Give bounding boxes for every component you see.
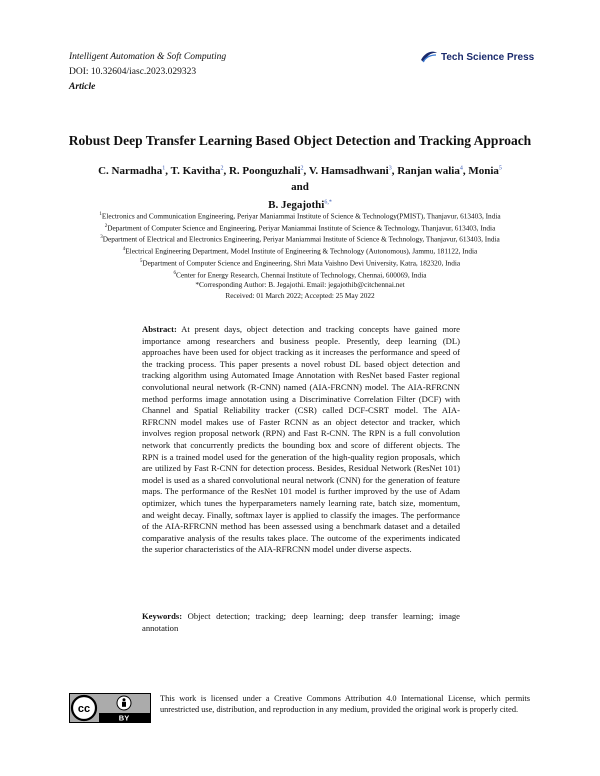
publisher-name: Tech Science Press: [441, 51, 535, 63]
author: R. Poonguzhali$^2$,: [228, 164, 309, 177]
doi: DOI: 10.32604/iasc.2023.029323: [69, 67, 197, 77]
by-badge-text: BY: [118, 713, 130, 723]
abstract-label: Abstract:: [142, 324, 177, 334]
affiliation-line: $^3$Department of Electrical and Electronics Engineering, Periyar Maniammai Institute of Science & Technology, Thanjavur, 613403, India: [100, 234, 500, 244]
corresponding-author: *Corresponding Author: B. Jegajothi. Email: jegajothib@citchennai.net: [195, 280, 405, 290]
author: Ranjan walia$^4$,: [397, 164, 469, 177]
author: T. Kavitha$^2$,: [170, 164, 229, 177]
publisher-logo: [420, 50, 534, 64]
affiliation-line: $^6$Center for Energy Research, Chennai Institute of Technology, Chennai, 600069, India: [173, 270, 427, 280]
license-text: This work is licensed under a Creative Commons Attribution 4.0 International License, which permits unrestricted use, distribution, and reproduction in any medium, provided the original work is properly cited.: [160, 694, 530, 714]
abstract: [142, 324, 460, 556]
cc-badge-text: cc: [77, 703, 91, 715]
author: C. Narmadha$^1$,: [98, 164, 171, 177]
paper-title: Robust Deep Transfer Learning Based Object Detection and Tracking Approach: [68, 133, 532, 148]
affiliations: [40, 210, 560, 301]
author: V. Hamsadhwani$^3$,: [308, 164, 398, 177]
keywords-text: Object detection; tracking; deep learning; deep transfer learning; image annotation: [142, 611, 460, 633]
journal-name: Intelligent Automation & Soft Computing: [69, 52, 227, 62]
author: Monia$^5$ and: [291, 164, 502, 193]
cc-by-license-icon[interactable]: [69, 693, 151, 723]
affiliation-line: $^4$Electrical Engineering Department, Model Institute of Engineering & Technology (Autonomous), Jammu, 181122, India: [122, 246, 478, 256]
affiliation-line: $^1$Electronics and Communication Engineering, Periyar Maniammai Institute of Science & Technology(PMIST), Thanjavur, 613403, India: [99, 211, 501, 221]
author-list: [95, 160, 505, 213]
keywords: [142, 611, 460, 634]
author: B. Jegajothi$^{6,*}$: [268, 199, 332, 212]
affiliation-line: $^2$Department of Computer Science and Engineering, Periyar Maniammai Institute of Science & Technology, Thanjavur, 613403, India: [104, 223, 496, 233]
keywords-label: Keywords:: [142, 611, 183, 621]
abstract-text: At present days, object detection and tracking concepts have gained more importance among researchers and business people. Presently, deep learning (DL) approaches have been used for object tracking as it increases the performance and speed of the tracking process. This paper presents a novel robust DL based object detection and tracking algorithm using Automated Image Annotation with ResNet based Faster regional convolutional neural network (R-CNN) named (AIA-FRCNN) model. The AIA-RFRCNN method performs image annotation using a Discriminative Correlation Filter (DCF) with Channel and Spatial Reliability tracker (CSR) called DCF-CSRT model. The AIA-RFRCNN model makes use of Faster RCNN as an object detector and tracker, which involves region proposal network (RPN) and Fast R-CNN. The RPN is a full convolution network that concurrently predicts the bounding box and score of different objects. The RPN is a trained model used for the generation of the high-quality region proposals, which are utilized by Fast R-CNN for detection process. Besides, Residual Network (ResNet 101) model is used as a shared convolutional neural network (CNN) for the generation of feature maps. The performance of the ResNet 101 model is further improved by the use of Adam optimizer, which tunes the hyperparameters namely learning rate, batch size, momentum, and weight decay. Finally, softmax layer is applied to classify the images. The performance of the AIA-RFRCNN method has been assessed using a benchmark dataset and a detailed comparative analysis of the results takes place. The outcome of the experiments indicated the superior characteristics of the AIA-RFRCNN model under diverse aspects.: [142, 324, 460, 555]
article-type: Article: [69, 82, 96, 92]
publisher-swoosh-icon: [420, 50, 438, 64]
received-accepted-dates: Received: 01 March 2022; Accepted: 25 May 2022: [225, 290, 375, 300]
affiliation-line: $^5$Department of Computer Science and Engineering, Shri Mata Vaishno Devi University, Katra, 182320, India: [139, 258, 461, 268]
